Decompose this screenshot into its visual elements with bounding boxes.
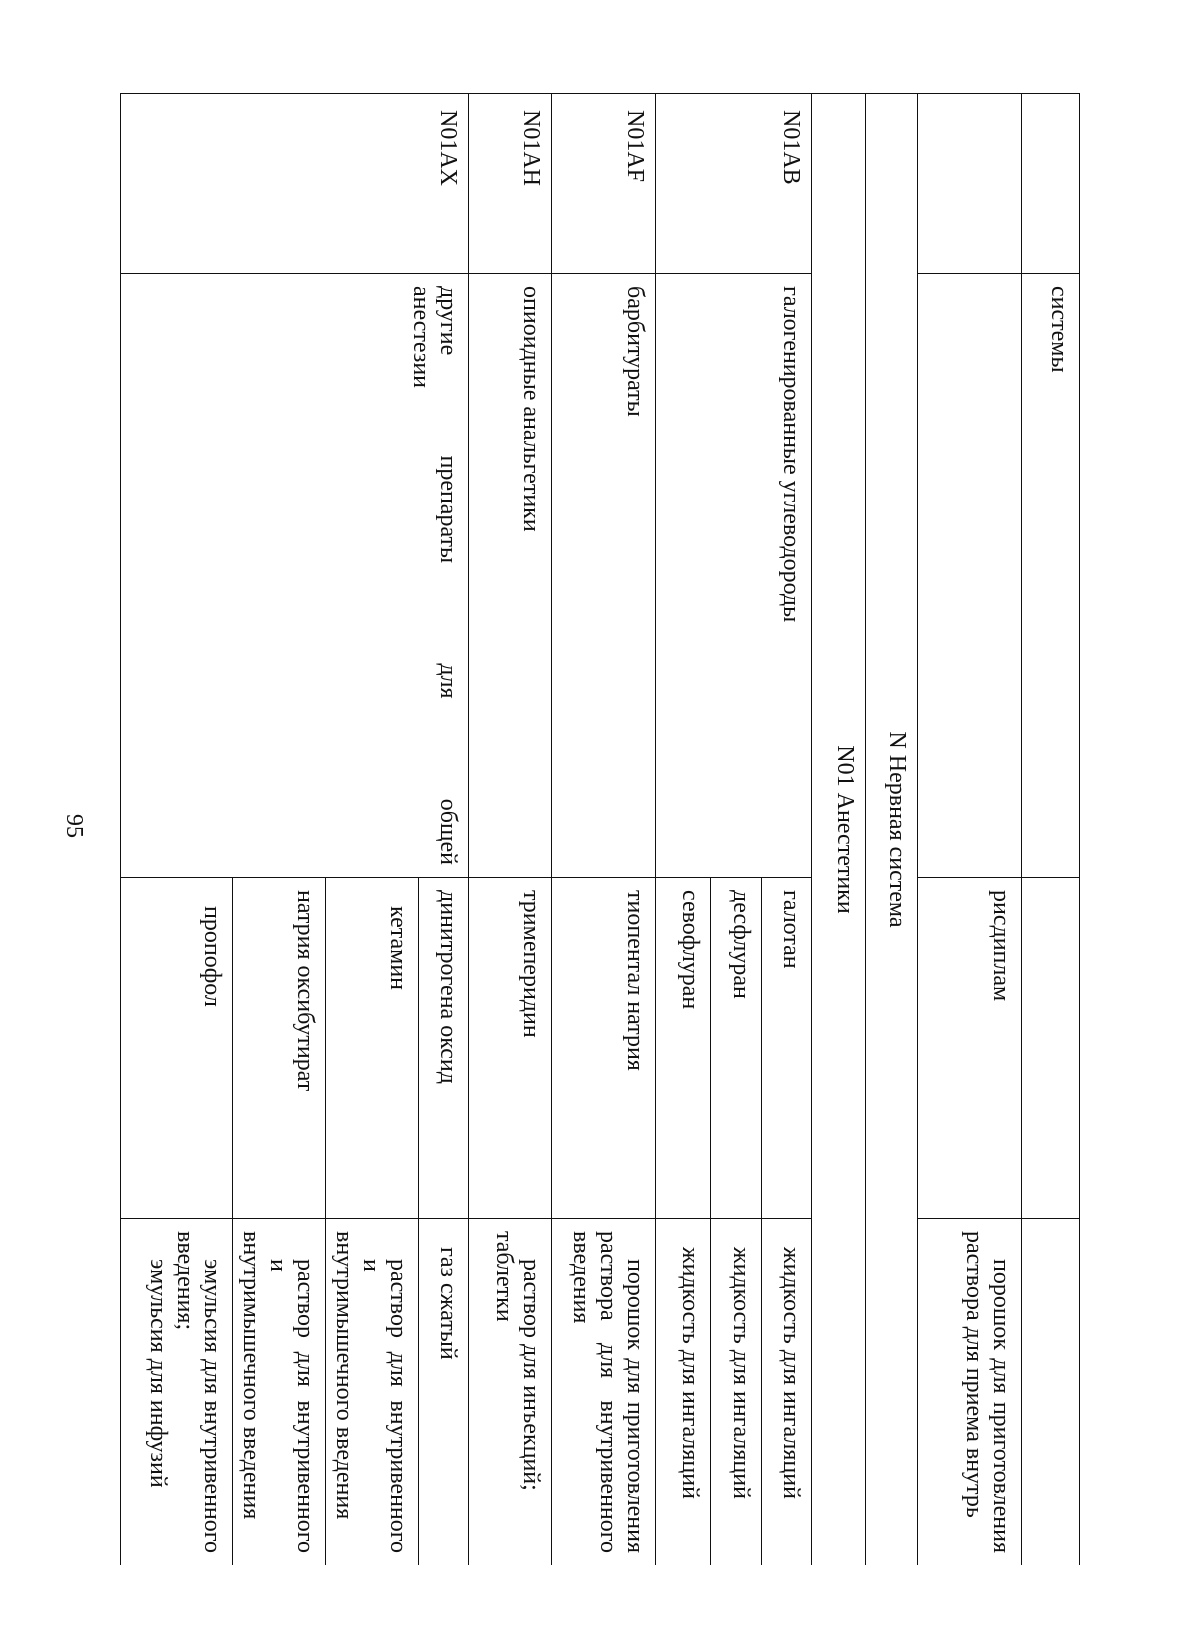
table-row <box>469 94 552 1566</box>
group-cell: системы <box>1022 274 1080 878</box>
rotated-table-frame <box>120 93 1080 1565</box>
form-line: порошок для приготовления <box>622 1259 648 1553</box>
form-line: эмульсия для внутривенного <box>199 1259 225 1553</box>
form-line: раствор для инъекций; <box>518 1259 544 1491</box>
drug-cell: десфлуран <box>711 878 762 1219</box>
form-line: внутримышечного введения <box>238 1231 264 1520</box>
form-line: таблетки <box>491 1231 517 1322</box>
drug-cell: тримеперидин <box>469 878 552 1219</box>
form-cell: газ сжатый <box>419 1219 469 1566</box>
group-cell: барбитураты <box>552 274 656 878</box>
section-header-row <box>866 94 918 1566</box>
drug-cell: севофлуран <box>656 878 711 1219</box>
section-title: N01 Анестетики <box>812 94 866 1566</box>
atc-code-cell: N01AB <box>656 94 812 274</box>
form-cell <box>121 1219 233 1566</box>
form-cell: жидкость для ингаляций <box>762 1219 812 1566</box>
atc-code-cell: N01AF <box>552 94 656 274</box>
atc-code-cell: N01AX <box>121 94 469 274</box>
form-cell <box>918 1219 1022 1566</box>
form-line: эмульсия для инфузий <box>145 1259 171 1488</box>
section-header-row <box>812 94 866 1566</box>
group-cell: опиоидные анальгетики <box>469 274 552 878</box>
form-cell: жидкость для ингаляций <box>656 1219 711 1566</box>
drug-cell: тиопентал натрия <box>552 878 656 1219</box>
atc-code-cell <box>1022 94 1080 274</box>
form-line: раствора для приема внутрь <box>961 1231 987 1518</box>
group-cell <box>121 274 469 878</box>
table-row <box>1022 94 1080 1566</box>
drug-cell: галотан <box>762 878 812 1219</box>
drug-cell: натрия оксибутират <box>233 878 326 1219</box>
form-cell <box>469 1219 552 1566</box>
form-cell <box>326 1219 419 1566</box>
form-line: раствор для внутривенного и <box>265 1259 318 1553</box>
form-line: раствор для внутривенного и <box>358 1259 411 1553</box>
drug-cell: рисдиплам <box>918 878 1022 1219</box>
group-line: другие препараты для общей <box>435 286 461 865</box>
table-row <box>918 94 1022 1566</box>
page-number: 95 <box>61 814 88 838</box>
form-cell <box>233 1219 326 1566</box>
group-cell: галогенированные углеводороды <box>656 274 812 878</box>
form-line: раствора для внутривенного <box>595 1231 621 1553</box>
form-cell <box>1022 1219 1080 1566</box>
form-line: порошок для приготовления <box>988 1259 1014 1553</box>
group-line: анестезии <box>408 286 434 388</box>
form-line: введения; <box>172 1231 198 1331</box>
group-cell <box>918 274 1022 878</box>
table-row <box>552 94 656 1566</box>
atc-code-cell: N01AH <box>469 94 552 274</box>
drug-cell: пропофол <box>121 878 233 1219</box>
drug-cell: кетамин <box>326 878 419 1219</box>
form-line: введения <box>568 1231 594 1324</box>
form-cell: жидкость для ингаляций <box>711 1219 762 1566</box>
table-row <box>762 94 812 1566</box>
table-row <box>419 94 469 1566</box>
section-title: N Нервная система <box>866 94 918 1566</box>
drug-cell: динитрогена оксид <box>419 878 469 1219</box>
drug-cell <box>1022 878 1080 1219</box>
landscape-page <box>120 93 1080 1565</box>
atc-code-cell <box>918 94 1022 274</box>
form-cell <box>552 1219 656 1566</box>
drug-table <box>120 93 1080 1565</box>
form-line: внутримышечного введения <box>331 1231 357 1520</box>
